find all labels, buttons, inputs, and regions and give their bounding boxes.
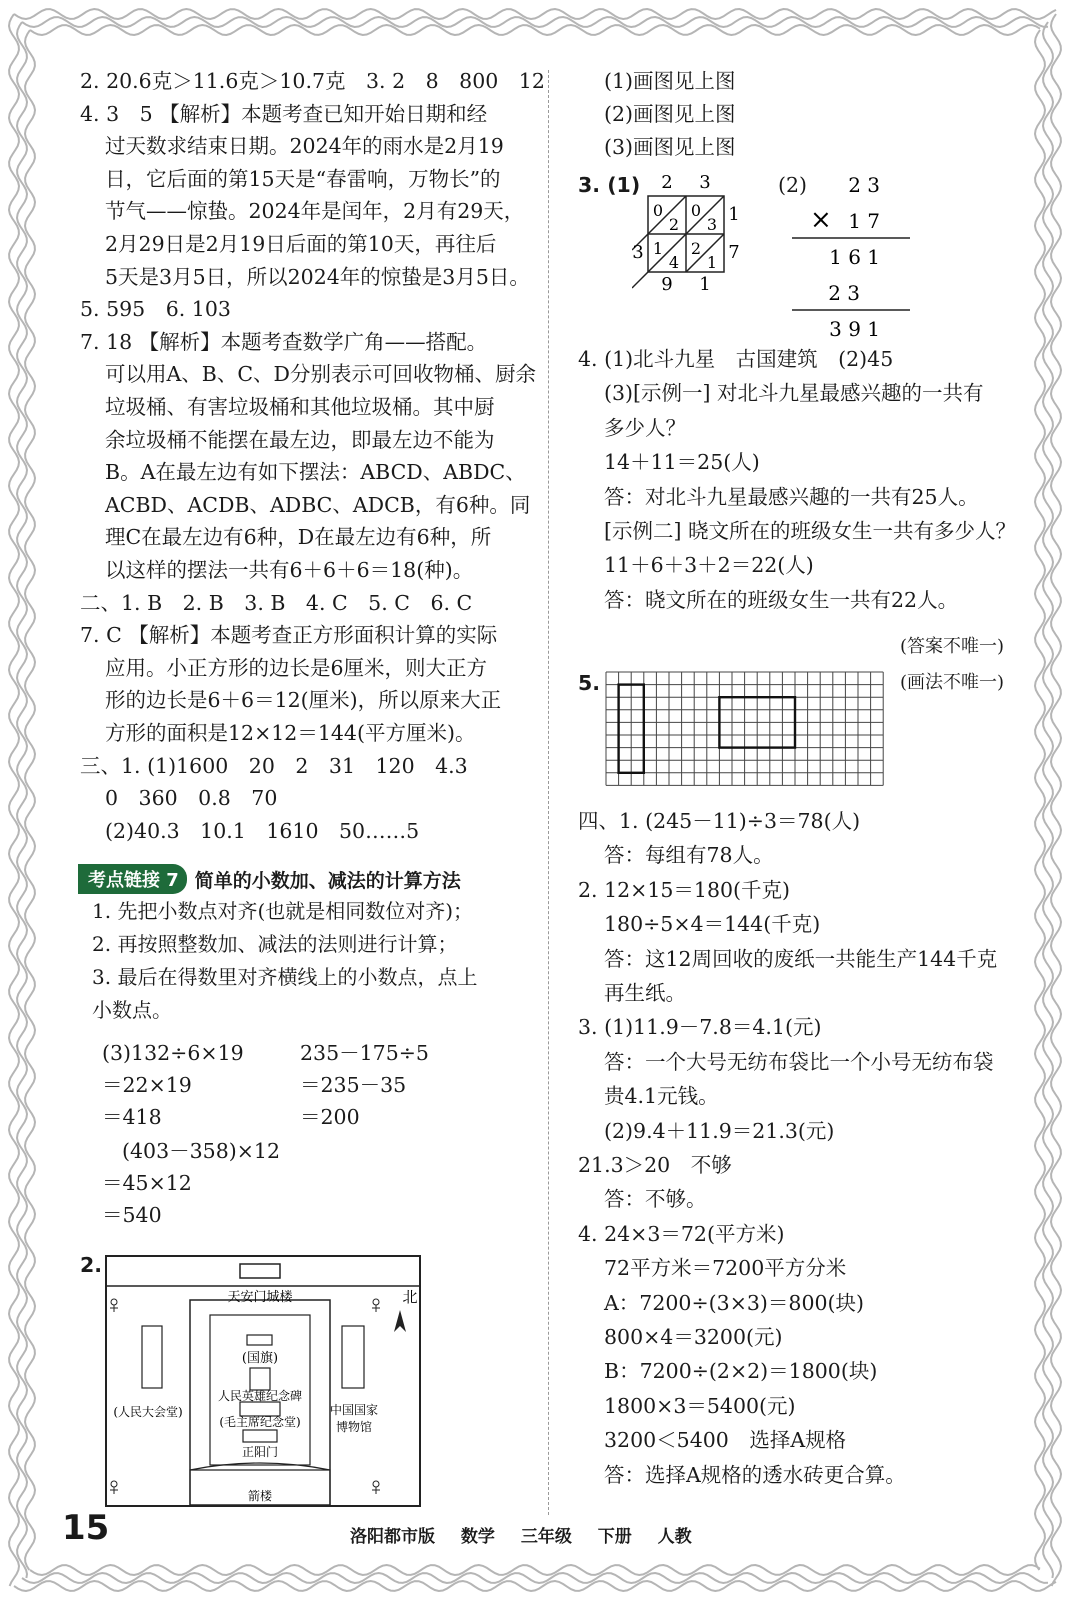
draw-answer-line: (1)画图见上图	[604, 69, 736, 93]
grid-drawing	[604, 670, 894, 800]
calc-line-b: ＝235－35	[300, 1073, 407, 1097]
lattice-cell-digit: 2	[668, 215, 680, 234]
lattice-top-digit: 2	[661, 172, 673, 193]
tiananmen-map	[100, 1250, 426, 1512]
q3-label: 3. (1)	[578, 173, 641, 197]
lattice-left-digit: 3	[632, 242, 644, 263]
q3-2-label: (2)	[778, 173, 808, 197]
kaodian-line: 小数点。	[92, 998, 172, 1022]
vm-times: ×	[810, 205, 832, 235]
calc-line: ＝540	[102, 1203, 162, 1227]
lattice-cell-digit: 1	[652, 239, 664, 258]
page-number: 15	[62, 1508, 110, 1548]
section4-line: B：7200÷(2×2)＝1800(块)	[604, 1359, 878, 1384]
section4-line: 4. 24×3＝72(平方米)	[578, 1221, 785, 1246]
vm-multiplicand: 2 3	[848, 173, 880, 197]
section4-line: 再生纸。	[604, 981, 686, 1005]
map-mausoleum: (毛主席纪念堂)	[219, 1415, 301, 1429]
lattice-bottom-digit: 1	[699, 274, 711, 295]
kaodian-line: 3. 最后在得数里对齐横线上的小数点，点上	[92, 965, 478, 989]
lattice-top-digit: 3	[699, 172, 711, 193]
map-zhengyangmen: 正阳门	[241, 1445, 279, 1459]
map-museum-2: 博物馆	[335, 1420, 373, 1434]
section4-line: 贵4.1元钱。	[604, 1084, 719, 1109]
section4-line: 2. 12×15＝180(千克)	[578, 877, 791, 902]
lattice-cell-digit: 0	[652, 201, 664, 220]
section4-line: 21.3＞20 不够	[578, 1153, 732, 1177]
draw-answer-line: (3)画图见上图	[604, 135, 736, 159]
answer-line: 5. 595 6. 103	[80, 297, 231, 322]
section4-line: (2)9.4＋11.9＝21.3(元)	[604, 1118, 835, 1143]
section4-line: 3200＜5400 选择A规格	[604, 1428, 847, 1453]
calc-line: ＝418	[102, 1105, 162, 1129]
answer-note: (答案不唯一)	[900, 636, 1005, 657]
answer-line: 7. 18 【解析】本题考查数学广角——搭配。	[80, 329, 488, 354]
map-hall: (人民大会堂)	[113, 1405, 183, 1419]
lattice-right-digit: 7	[728, 242, 740, 263]
answer-line: 2. 20.6克＞11.6克＞10.7克 3. 2 8 800 12	[80, 69, 545, 93]
answer-line: 日，它后面的第15天是“春雷响，万物长”的	[105, 166, 501, 191]
section4-line: 1800×3＝5400(元)	[604, 1393, 796, 1418]
map-guoqi: (国旗)	[241, 1351, 279, 1366]
calc-line: ＝45×12	[102, 1171, 192, 1195]
answer-line: 0 360 0.8 70	[105, 786, 278, 811]
q4-line: 14＋11＝25(人)	[604, 450, 760, 475]
lattice-cell-digit: 4	[668, 253, 680, 272]
vm-result: 3 9 1	[829, 317, 880, 340]
draw-note: (画法不唯一)	[900, 672, 1005, 693]
draw-answer-line: (2)画图见上图	[604, 102, 736, 126]
section4-line: 180÷5×4＝144(千克)	[604, 912, 821, 937]
answer-line: 5天是3月5日，所以2024年的惊蛰是3月5日。	[105, 264, 530, 289]
answer-line: 4. 3 5 【解析】本题考查已知开始日期和经	[80, 101, 488, 126]
answer-line: 二、1. B 2. B 3. B 4. C 5. C 6. C	[80, 590, 473, 615]
q5-label: 5.	[578, 671, 601, 695]
map-monument: 人民英雄纪念碑	[217, 1389, 303, 1403]
q4-line: (3)[示例一] 对北斗九星最感兴趣的一共有	[604, 381, 984, 406]
q4-line: 11＋6＋3＋2＝22(人)	[604, 553, 814, 578]
map-jianlou: 箭楼	[247, 1489, 273, 1503]
section4-line: 答：一个大号无纺布袋比一个小号无纺布袋	[604, 1049, 994, 1074]
lattice-cell-digit: 3	[706, 215, 718, 234]
map-north: 北	[402, 1288, 418, 1306]
lattice-cell-digit: 1	[706, 253, 718, 272]
lattice-multiplication	[632, 170, 762, 305]
vm-multiplier: 1 7	[848, 209, 880, 233]
section4-line: 答：这12周回收的废纸一共能生产144千克	[604, 946, 998, 971]
q4-line: 多少人？	[604, 415, 686, 440]
answer-line: B。A在最左边有如下摆法：ABCD、ABDC、	[105, 460, 526, 485]
section4-line: 答：不够。	[604, 1187, 707, 1212]
answer-line: 过天数求结束日期。2024年的雨水是2月19	[105, 134, 504, 159]
answer-line: 节气——惊蛰。2024年是闰年，2月有29天，	[105, 199, 525, 224]
answer-line: 可以用A、B、C、D分别表示可回收物桶、厨余	[105, 362, 536, 387]
section4-line: 答：每组有78人。	[604, 843, 774, 868]
column-divider	[548, 70, 549, 1515]
answer-line: 形的边长是6＋6＝12(厘米)，所以原来大正	[105, 688, 502, 713]
kaodian-title: 简单的小数加、减法的计算方法	[194, 869, 461, 892]
section4-line: 72平方米＝7200平方分米	[604, 1256, 847, 1281]
calc-line-b: ＝200	[300, 1105, 360, 1129]
calc-line-b: 235－175÷5	[300, 1041, 429, 1065]
vertical-multiplication	[780, 170, 920, 340]
answer-line: 以这样的摆法一共有6＋6＋6＝18(种)。	[105, 558, 474, 582]
vm-partial1: 1 6 1	[829, 245, 880, 269]
kaodian-box	[78, 864, 461, 894]
answer-line: 2月29日是2月19日后面的第10天，再往后	[105, 232, 497, 256]
answer-line: 方形的面积是12×12＝144(平方厘米)。	[105, 721, 476, 745]
gate-rect	[240, 1264, 280, 1278]
answer-line: 垃圾桶、有害垃圾桶和其他垃圾桶。其中厨	[105, 395, 495, 419]
q4-line: 答：晓文所在的班级女生一共有22人。	[604, 587, 959, 612]
section4-line: 四、1. (245－11)÷3＝78(人)	[578, 809, 861, 833]
answer-line: (2)40.3 10.1 1610 50……5	[105, 818, 420, 843]
answer-line: 理C在最左边有6种，D在最左边有6种，所	[105, 525, 492, 550]
vm-partial2: 2 3	[828, 281, 860, 305]
footer-info: 洛阳都市版 数学 三年级 下册 人教	[350, 1527, 692, 1547]
q2-label: 2.	[80, 1253, 103, 1277]
lattice-cell-digit: 0	[690, 201, 702, 220]
q4-line: 答：对北斗九星最感兴趣的一共有25人。	[604, 484, 979, 509]
section4-line: 800×4＝3200(元)	[604, 1325, 783, 1349]
calc-line: ＝22×19	[102, 1073, 192, 1097]
kaodian-line: 1. 先把小数点对齐(也就是相同数位对齐)；	[92, 899, 474, 923]
lattice-bottom-digit: 9	[661, 274, 673, 295]
kaodian-line: 2. 再按照整数加、减法的法则进行计算；	[92, 932, 458, 956]
map-tiananmen: 天安门城楼	[227, 1290, 293, 1305]
section4-line: A：7200÷(3×3)＝800(块)	[604, 1290, 865, 1315]
section4-line: 答：选择A规格的透水砖更合算。	[604, 1462, 906, 1487]
answer-line: 应用。小正方形的边长是6厘米，则大正方	[105, 655, 488, 680]
answer-line: 7. C 【解析】本题考查正方形面积计算的实际	[80, 623, 498, 648]
section4-line: 3. (1)11.9－7.8＝4.1(元)	[578, 1015, 822, 1040]
lattice-right-digit: 1	[728, 204, 740, 225]
answer-line: 余垃圾桶不能摆在最左边，即最左边不能为	[105, 427, 495, 452]
calc-line: (403－358)×12	[122, 1139, 281, 1163]
answer-line: ACBD、ACDB、ADBC、ADCB，有6种。同	[105, 492, 531, 517]
calc-line: (3)132÷6×19	[102, 1041, 244, 1065]
q4-line: 4. (1)北斗九星 古国建筑 (2)45	[578, 347, 894, 371]
kaodian-tag: 考点链接 7	[78, 864, 187, 894]
north-arrow-icon	[394, 1310, 406, 1332]
map-museum-1: 中国国家	[329, 1403, 379, 1417]
lattice-cell-digit: 2	[690, 239, 702, 258]
answer-line: 三、1. (1)1600 20 2 31 120 4.3	[80, 753, 468, 778]
q4-line: [示例二] 晓文所在的班级女生一共有多少人？	[604, 519, 1017, 543]
